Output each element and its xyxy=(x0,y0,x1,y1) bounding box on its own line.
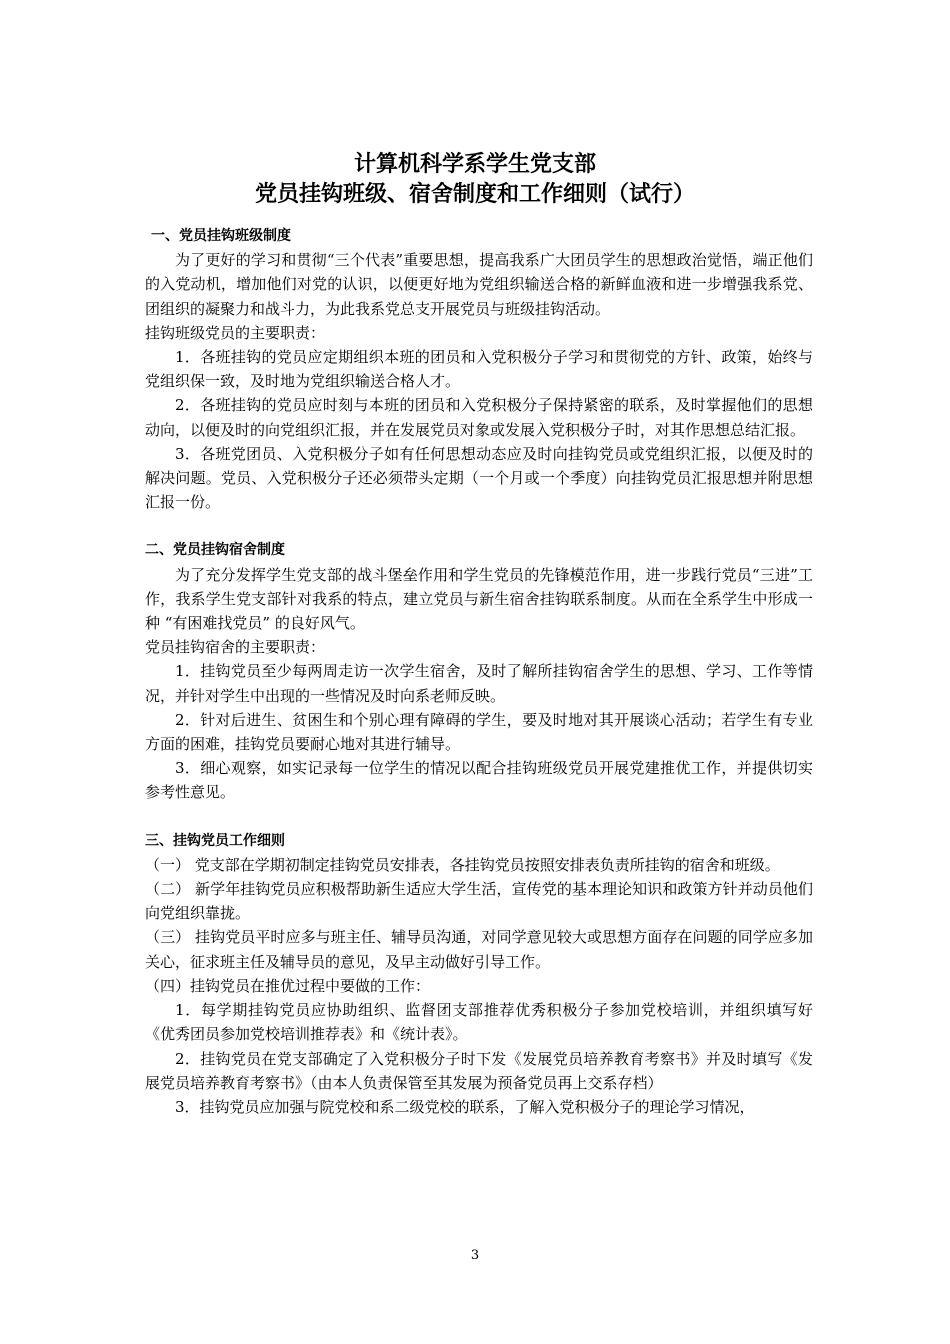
section3-item: 2．挂钩党员在党支部确定了入党积极分子时下发《发展党员培养教育考察书》并及时填写《发展党员培养教育考察书》（由本人负责保管至其发展为预备党员再上交系存档） xyxy=(145,1049,813,1092)
document-title-line1: 计算机科学系学生党支部 xyxy=(353,152,596,177)
document-title-line2: 党员挂钩班级、宿舍制度和工作细则（试行） xyxy=(254,182,695,207)
section1-item: 2．各班挂钩的党员应时刻与本班的团员和入党积极分子保持紧密的联系，及时掌握他们的思想动向，以便及时的向党组织汇报，并在发展党员对象或发展入党积极分子时，对其作思想总结汇报。 xyxy=(145,396,813,439)
section2-item: 2．针对后进生、贫困生和个别心理有障碍的学生，要及时地对其开展谈心活动；若学生有专业方面的困难，挂钩党员要耐心地对其进行辅导。 xyxy=(145,710,813,754)
section2-item: 1．挂钩党员至少每两周走访一次学生宿舍，及时了解所挂钩宿舍学生的思想、学习、工作等情况，并针对学生中出现的一些情况及时向系老师反映。 xyxy=(145,662,813,705)
section3-point: （二） 新学年挂钩党员应积极帮助新生适应大学生活，宣传党的基本理论知识和政策方针并动员他们向党组织靠拢。 xyxy=(145,880,813,923)
section2-heading: 二、党员挂钩宿舍制度 xyxy=(145,542,285,559)
spacer xyxy=(145,514,813,538)
section1-intro: 为了更好的学习和贯彻“三个代表”重要思想，提高我系广大团员学生的思想政治觉悟，端正他们的入党动机，增加他们对党的认识，以便更好地为党组织输送合格的新鲜血液和进一步增强我系党、团组织的凝聚力和战斗力，为此我系党总支开展党员与班级挂钩活动。 xyxy=(145,251,813,318)
section3-point: （三） 挂钩党员平时应多与班主任、辅导员沟通，对同学意见较大或思想方面存在问题的同学应多加关心，征求班主任及辅导员的意见，及早主动做好引导工作。 xyxy=(145,928,813,971)
section2-intro: 为了充分发挥学生党支部的战斗堡垒作用和学生党员的先锋模范作用，进一步践行党员“三进”工作，我系学生党支部针对我系的特点，建立党员与新生宿舍挂钩联系制度。从而在全系学生中形成一种 “有困难找党员” 的良好风气。 xyxy=(145,565,813,633)
document-body xyxy=(145,224,813,1119)
section2-duties-label: 党员挂钩宿舍的主要职责： xyxy=(145,638,326,657)
section1-duties-label: 挂钩班级党员的主要职责： xyxy=(145,323,326,342)
section3-point: （一） 党支部在学期初制定挂钩党员安排表，各挂钩党员按照安排表负责所挂钩的宿舍和班级。 xyxy=(145,855,780,874)
section2-item: 3．细心观察，如实记录每一位学生的情况以配合挂钩班级党员开展党建推优工作，并提供切实参考性意见。 xyxy=(145,759,813,802)
section1-item: 1．各班挂钩的党员应定期组织本班的团员和入党积极分子学习和贯彻党的方针、政策，始终与党组织保一致，及时地为党组织输送合格人才。 xyxy=(145,348,813,391)
page-number: 3 xyxy=(470,1248,480,1263)
spacer xyxy=(145,805,813,829)
section3-item: 1．每学期挂钩党员应协助组织、监督团支部推荐优秀积极分子参加党校培训，并组织填写好《优秀团员参加党校培训推荐表》和《统计表》。 xyxy=(145,1001,813,1044)
section1-heading: 一、党员挂钩班级制度 xyxy=(151,228,291,244)
section1-item: 3．各班党团员、入党积极分子如有任何思想动态应及时向挂钩党员或党组织汇报，以便及时的解决问题。党员、入党积极分子还必须带头定期（一个月或一个季度）向挂钩党员汇报思想并附思想汇报一份。 xyxy=(145,444,813,512)
section3-heading: 三、挂钩党员工作细则 xyxy=(145,832,285,849)
section3-item: 3．挂钩党员应加强与院党校和系二级党校的联系，了解入党积极分子的理论学习情况， xyxy=(175,1097,755,1116)
section3-point: （四）挂钩党员在推优过程中要做的工作： xyxy=(145,976,431,995)
